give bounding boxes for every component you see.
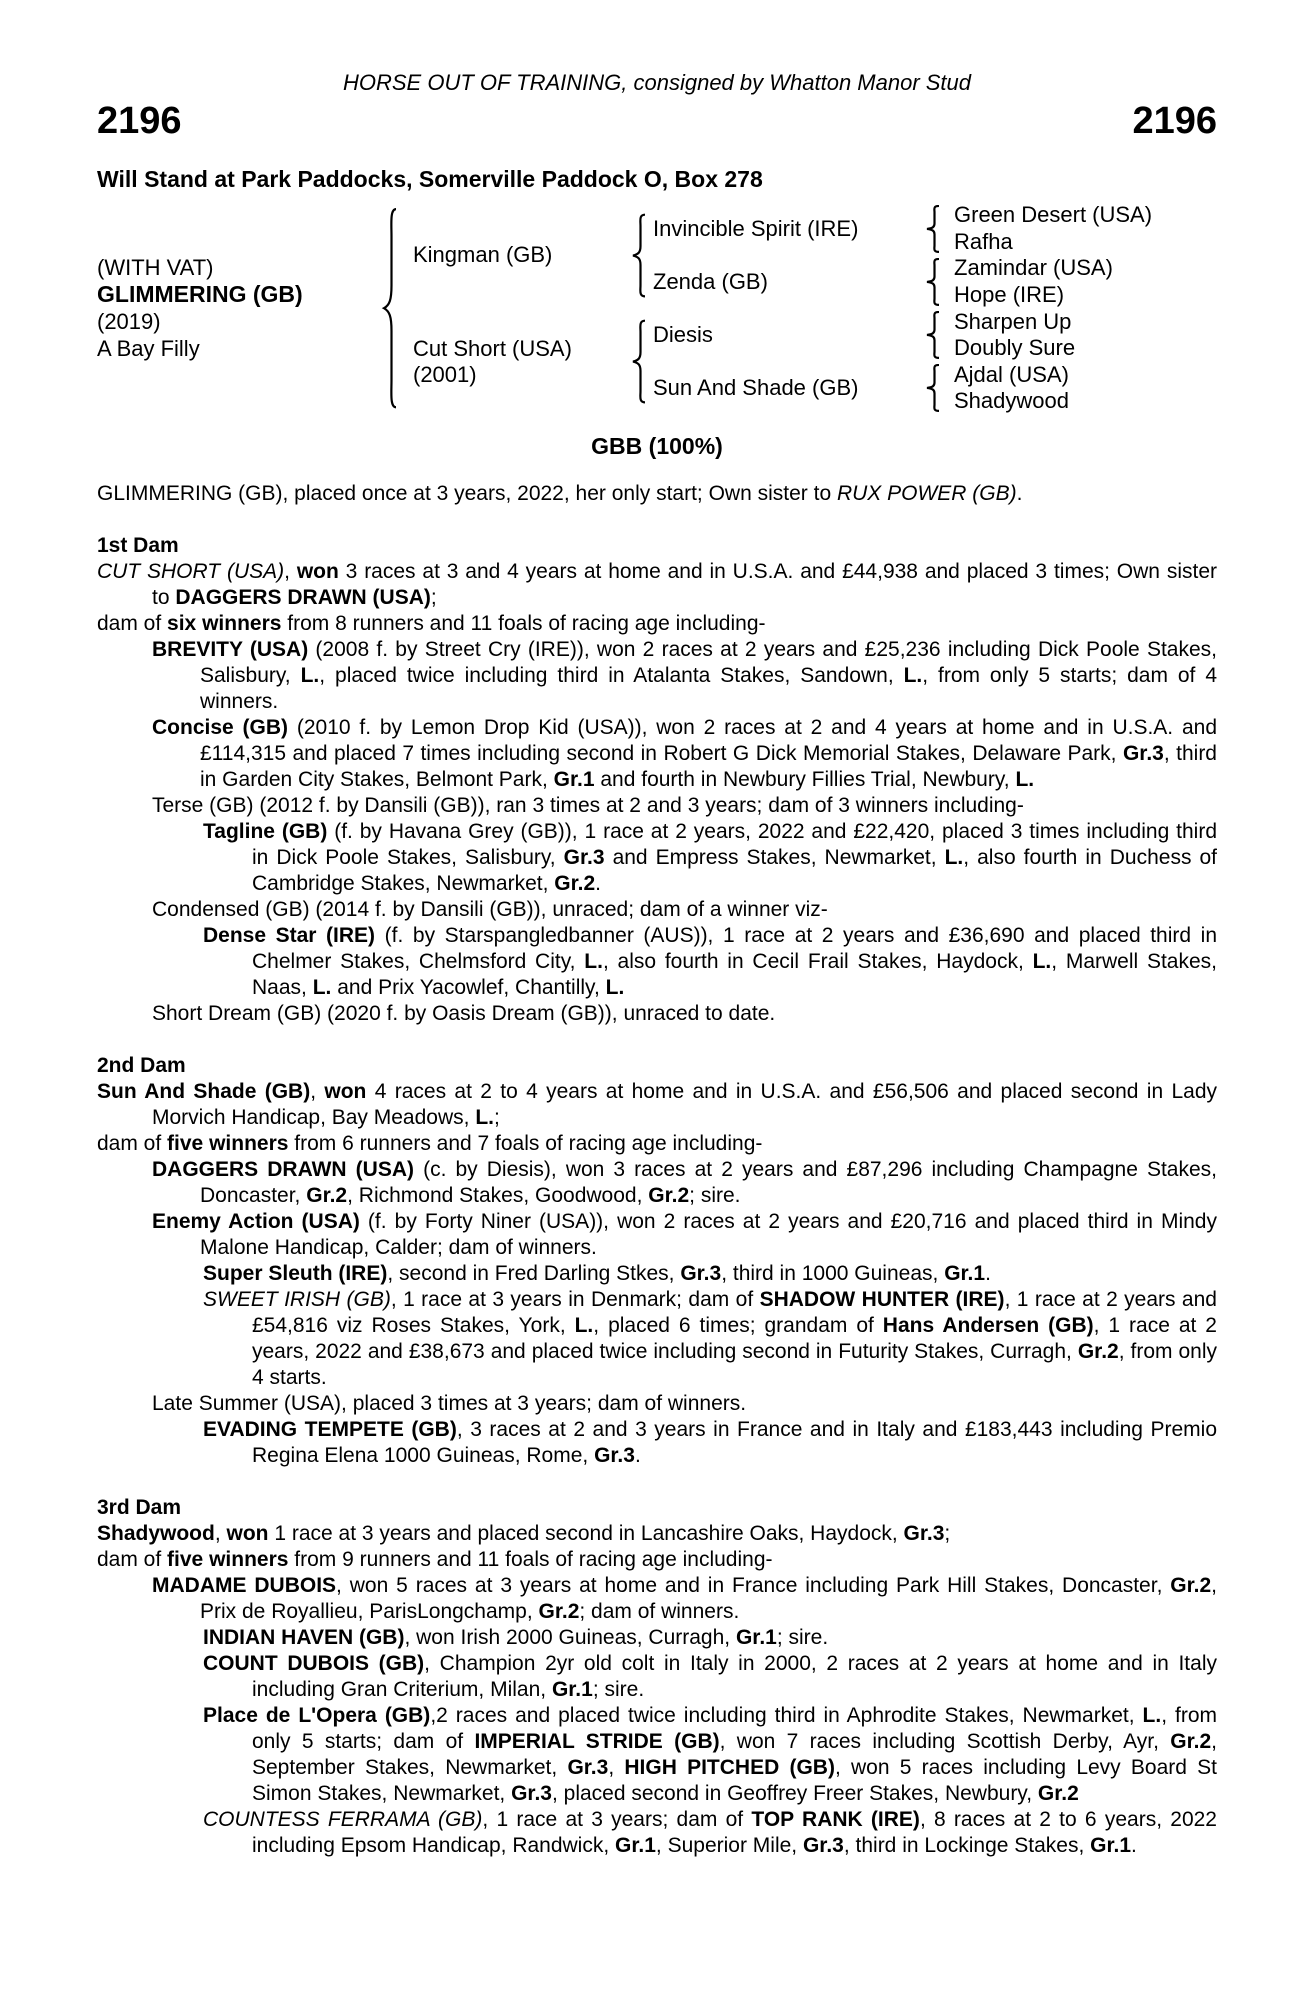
emphasised-text: L. [944, 845, 964, 869]
plain-text: (f. by Forty Niner (USA)), won 2 races at 2 years and £20,716 and placed third in Mindy Malone Handicap, Calder; dam of winners. [200, 1209, 1217, 1259]
plain-text: , 3 races at 2 and 3 years in France and in Italy and £183,443 including Premio Regina Elena 1000 Guineas, Rome, [252, 1417, 1217, 1467]
plain-text: ; sire. [592, 1677, 645, 1701]
catalogue-paragraph [97, 1625, 1217, 1651]
catalogue-paragraph [97, 1157, 1217, 1209]
emphasised-text: Gr.2 [1077, 1339, 1119, 1363]
emphasised-text: L. [1032, 949, 1052, 973]
emphasised-text: TOP RANK (IRE) [751, 1807, 920, 1831]
catalogue-paragraph [97, 923, 1217, 1001]
plain-text: , 1 race at 2 years, 2022 and £38,673 and placed twice including second in Futurity Stakes, Curragh, [252, 1313, 1217, 1363]
plain-text: Condensed (GB) (2014 f. by Dansili (GB)), unraced; dam of a winner viz- [152, 897, 828, 921]
pedigree-brace [375, 202, 405, 415]
dam-heading: 2nd Dam [97, 1053, 186, 1077]
plain-text: , won 5 races at 3 years at home and in France including Park Hill Stakes, Doncaster, [336, 1573, 1171, 1597]
plain-text: ; [944, 1521, 951, 1545]
plain-text: from 6 runners and 7 foals of racing age including- [288, 1131, 763, 1155]
emphasised-text: Gr.1 [553, 767, 595, 791]
plain-text: . [1016, 481, 1023, 505]
plain-text: and Empress Stakes, Newmarket, [604, 845, 945, 869]
plain-text: , also fourth in Cecil Frail Stakes, Haydock, [602, 949, 1033, 973]
catalogue-paragraph [97, 897, 1217, 923]
plain-text: Late Summer (USA), placed 3 times at 3 years; dam of winners. [152, 1391, 747, 1415]
gen4-name: Rafha [954, 228, 1013, 254]
catalogue-paragraph [97, 1417, 1217, 1469]
emphasised-text: Gr.3 [567, 1755, 609, 1779]
plain-text: and fourth in Newbury Fillies Trial, Newbury, [594, 767, 1016, 791]
emphasised-text: L. [574, 1313, 594, 1337]
gen4-name: Sharpen Up [954, 308, 1072, 334]
plain-text: ; sire. [689, 1183, 741, 1207]
plain-text: . [595, 871, 601, 895]
emphasised-text: Gr.1 [1090, 1833, 1132, 1857]
emphasised-text: CUT SHORT (USA) [97, 559, 285, 583]
pedigree-brace [625, 202, 653, 308]
plain-text: , third in 1000 Guineas, [721, 1261, 945, 1285]
gen4-name: Zamindar (USA) [954, 255, 1113, 281]
catalogue-paragraph [97, 1547, 1217, 1573]
emphasised-text: Gr.3 [903, 1521, 945, 1545]
gen4-name: Ajdal (USA) [954, 361, 1069, 387]
emphasised-text: Gr.3 [802, 1833, 844, 1857]
plain-text: , [214, 1521, 227, 1545]
emphasised-text: Gr.3 [680, 1261, 722, 1285]
emphasised-text: L. [1142, 1703, 1162, 1727]
pedigree-table [97, 202, 1217, 415]
emphasised-text: SWEET IRISH (GB) [203, 1287, 391, 1311]
pedigree-brace [625, 308, 653, 414]
gen4-name: Doubly Sure [954, 335, 1076, 361]
plain-text: , Marwell Stakes, Naas, [252, 949, 1217, 999]
emphasised-text: DAGGERS DRAWN (USA) [152, 1157, 414, 1181]
plain-text: , won 7 races including Scottish Derby, Ayr, [719, 1729, 1171, 1753]
catalogue-paragraph [97, 637, 1217, 715]
emphasised-text: Super Sleuth (IRE) [203, 1261, 388, 1285]
catalogue-paragraph [97, 1651, 1217, 1703]
emphasised-text: COUNTESS FERRAMA (GB) [203, 1807, 483, 1831]
pedigree-subject [97, 202, 375, 415]
catalogue-paragraph [97, 1287, 1217, 1391]
catalogue-paragraph [97, 1001, 1217, 1027]
plain-text: , placed second in Geoffrey Freer Stakes, Newbury, [551, 1781, 1038, 1805]
plain-text: , [310, 1079, 325, 1103]
pedigree-brace [918, 362, 948, 415]
plain-text: , Champion 2yr old colt in Italy in 2000, 2 races at 2 years at home and in Italy including Gran Criterium, Milan, [252, 1651, 1217, 1701]
catalogue-paragraph [97, 1261, 1217, 1287]
emphasised-text: Gr.2 [1170, 1573, 1212, 1597]
emphasised-text: Tagline (GB) [203, 819, 328, 843]
emphasised-text: five winners [167, 1547, 289, 1571]
plain-text: , placed 6 times; grandam of [593, 1313, 883, 1337]
emphasised-text: Gr.2 [1170, 1729, 1212, 1753]
plain-text: (c. by Diesis), won 3 races at 2 years and £87,296 including Champagne Stakes, Doncaster, [200, 1157, 1217, 1207]
emphasised-text: Gr.3 [594, 1443, 635, 1467]
emphasised-text: six winners [167, 611, 282, 635]
emphasised-text: Gr.2 [648, 1183, 690, 1207]
emphasised-text: Gr.2 [1037, 1781, 1079, 1805]
plain-text: , Superior Mile, [655, 1833, 803, 1857]
emphasised-text: COUNT DUBOIS (GB) [203, 1651, 425, 1675]
gen4-name: Hope (IRE) [954, 282, 1065, 308]
catalogue-paragraph [97, 819, 1217, 897]
plain-text: ; sire. [776, 1625, 829, 1649]
plain-text: from 8 runners and 11 foals of racing age including- [281, 611, 766, 635]
emphasised-text: IMPERIAL STRIDE (GB) [474, 1729, 720, 1753]
dam-section [97, 1495, 1217, 1859]
plain-text: 1 race at 3 years and placed second in Lancashire Oaks, Haydock, [268, 1521, 904, 1545]
plain-text: , Richmond Stakes, Goodwood, [347, 1183, 649, 1207]
stand-location-line: Will Stand at Park Paddocks, Somerville Paddock O, Box 278 [97, 166, 763, 192]
gen4-name: Green Desert (USA) [954, 202, 1153, 228]
catalogue-paragraph [97, 715, 1217, 793]
plain-text: , [608, 1755, 625, 1779]
subject-name: GLIMMERING (GB) [97, 281, 303, 308]
dam-year: (2001) [413, 361, 477, 387]
emphasised-text: Gr.1 [551, 1677, 593, 1701]
dam-heading: 1st Dam [97, 533, 179, 557]
plain-text: Short Dream (GB) (2020 f. by Oasis Dream (GB)), unraced to date. [152, 1001, 776, 1025]
pedigree-brace [918, 255, 948, 308]
emphasised-text: Gr.1 [735, 1625, 777, 1649]
plain-text: Terse (GB) (2012 f. by Dansili (GB)), ran 3 times at 2 and 3 years; dam of 3 winners including- [152, 793, 1024, 817]
lot-number-row [97, 102, 1217, 140]
emphasised-text: Gr.1 [944, 1261, 986, 1285]
emphasised-text: Gr.1 [615, 1833, 656, 1857]
plain-text: , from only 5 starts; dam of [252, 1703, 1218, 1753]
emphasised-text: L. [1015, 767, 1035, 791]
emphasised-text: five winners [167, 1131, 289, 1155]
plain-text: (2010 f. by Lemon Drop Kid (USA)), won 2 races at 2 and 4 years at home and in U.S.A. and £114,315 and placed 7 times including second in Robert G Dick Memorial Stakes, Delaware Park, [200, 715, 1217, 765]
catalogue-paragraph [97, 1391, 1217, 1417]
catalogue-paragraph [97, 1703, 1217, 1807]
emphasised-text: Gr.3 [563, 845, 605, 869]
plain-text: . [985, 1261, 991, 1285]
gen3-name: Invincible Spirit (IRE) [653, 215, 859, 241]
plain-text: , 8 races at 2 to 6 years, 2022 including Epsom Handicap, Randwick, [252, 1807, 1217, 1857]
plain-text: ; dam of winners. [579, 1599, 740, 1623]
emphasised-text: won [296, 559, 339, 583]
emphasised-text: L. [475, 1105, 494, 1129]
dam-section [97, 1053, 1217, 1469]
catalogue-paragraph [97, 559, 1217, 611]
plain-text: , September Stakes, Newmarket, [252, 1729, 1217, 1779]
plain-text: dam of [97, 1131, 168, 1155]
emphasised-text: Gr.3 [1122, 741, 1164, 765]
dam-heading: 3rd Dam [97, 1495, 182, 1519]
dam-section [97, 533, 1217, 1027]
catalogue-paragraph [97, 1521, 1217, 1547]
consignor-line: HORSE OUT OF TRAINING, consigned by Whatton Manor Stud [342, 70, 972, 95]
emphasised-text: Concise (GB) [152, 715, 289, 739]
dam-section-list [97, 533, 1217, 1859]
plain-text: (f. by Havana Grey (GB)), 1 race at 2 years, 2022 and £22,420, placed 3 times including third in Dick Poole Stakes, Salisbury, [252, 819, 1217, 869]
emphasised-text: Place de L'Opera (GB) [203, 1703, 431, 1727]
emphasised-text: HIGH PITCHED (GB) [624, 1755, 835, 1779]
plain-text: , from only 5 starts; dam of 4 winners. [200, 663, 1217, 713]
lot-number-right: 2196 [1132, 100, 1217, 142]
emphasised-text: won [226, 1521, 269, 1545]
emphasised-text: RUX POWER (GB) [836, 481, 1017, 505]
plain-text: , won 5 races including Levy Board St Simon Stakes, Newmarket, [252, 1755, 1217, 1805]
plain-text: 4 races at 2 to 4 years at home and in U.S.A. and £56,506 and placed second in Lady Morvich Handicap, Bay Meadows, [152, 1079, 1217, 1129]
emphasised-text: L. [300, 663, 320, 687]
emphasised-text: Dense Star (IRE) [203, 923, 376, 947]
plain-text: , second in Fred Darling Stkes, [387, 1261, 681, 1285]
subject-description: A Bay Filly [97, 336, 200, 362]
emphasised-text: Shadywood [97, 1521, 215, 1545]
dam-cell [405, 308, 625, 414]
catalogue-body [97, 481, 1217, 1859]
plain-text: dam of [97, 1547, 168, 1571]
emphasised-text: L. [312, 975, 332, 999]
plain-text: . [634, 1443, 641, 1467]
plain-text: and Prix Yacowlef, Chantilly, [331, 975, 606, 999]
gbb-eligibility-line: GBB (100%) [591, 432, 723, 459]
gen3-name: Diesis [653, 321, 713, 347]
plain-text: , third in Lockinge Stakes, [843, 1833, 1091, 1857]
plain-text: , from only 4 starts. [252, 1339, 1218, 1389]
catalogue-paragraph [97, 1209, 1217, 1261]
catalogue-paragraph [97, 1079, 1217, 1131]
emphasised-text: Sun And Shade (GB) [97, 1079, 311, 1103]
subject-year: (2019) [97, 309, 161, 335]
emphasised-text: won [324, 1079, 367, 1103]
subject-race-record [97, 481, 1217, 507]
emphasised-text: Gr.2 [554, 871, 596, 895]
plain-text: 3 races at 3 and 4 years at home and in U.S.A. and £44,938 and placed 3 times; Own sister to [152, 559, 1218, 609]
plain-text: , placed twice including third in Atalanta Stakes, Sandown, [319, 663, 904, 687]
pedigree-brace [918, 202, 948, 255]
emphasised-text: Gr.3 [511, 1781, 552, 1805]
plain-text: (f. by Starspangledbanner (AUS)), 1 race at 2 years and £36,690 and placed third in Chelmer Stakes, Chelmsford City, [252, 923, 1218, 973]
emphasised-text: SHADOW HUNTER (IRE) [759, 1287, 1005, 1311]
gen3-name: Sun And Shade (GB) [653, 375, 859, 401]
plain-text: , [284, 559, 297, 583]
emphasised-text: Hans Andersen (GB) [882, 1313, 1094, 1337]
plain-text: ,2 races and placed twice including third in Aphrodite Stakes, Newmarket, [430, 1703, 1143, 1727]
plain-text: , 1 race at 3 years in Denmark; dam of [390, 1287, 760, 1311]
plain-text: from 9 runners and 11 foals of racing age including- [288, 1547, 773, 1571]
plain-text: dam of [97, 611, 168, 635]
emphasised-text: Enemy Action (USA) [152, 1209, 360, 1233]
lot-number-left: 2196 [97, 100, 182, 142]
emphasised-text: L. [605, 975, 625, 999]
plain-text: , won Irish 2000 Guineas, Curragh, [404, 1625, 736, 1649]
plain-text: , also fourth in Duchess of Cambridge Stakes, Newmarket, [252, 845, 1217, 895]
catalogue-paragraph [97, 1807, 1217, 1859]
dam-name: Cut Short (USA) [413, 335, 572, 361]
emphasised-text: L. [903, 663, 923, 687]
emphasised-text: DAGGERS DRAWN (USA) [175, 585, 431, 609]
plain-text: ; [430, 585, 437, 609]
emphasised-text: Gr.2 [538, 1599, 580, 1623]
emphasised-text: BREVITY (USA) [152, 637, 309, 661]
plain-text: , 1 race at 2 years and £54,816 viz Roses Stakes, York, [252, 1287, 1217, 1337]
pedigree-brace [918, 308, 948, 361]
emphasised-text: EVADING TEMPETE (GB) [203, 1417, 457, 1441]
catalogue-paragraph [97, 611, 1217, 637]
emphasised-text: L. [584, 949, 603, 973]
gen4-name: Shadywood [954, 388, 1069, 414]
gen3-name: Zenda (GB) [653, 268, 768, 294]
emphasised-text: MADAME DUBOIS [152, 1573, 337, 1597]
plain-text: , 1 race at 3 years; dam of [482, 1807, 752, 1831]
plain-text: (2008 f. by Street Cry (IRE)), won 2 races at 2 years and £25,236 including Dick Poole Stakes, Salisbury, [200, 637, 1217, 687]
catalogue-paragraph [97, 1573, 1217, 1625]
plain-text: , third in Garden City Stakes, Belmont Park, [200, 741, 1217, 791]
plain-text: GLIMMERING (GB), placed once at 3 years, 2022, her only start; Own sister to [97, 481, 837, 505]
sire-name: Kingman (GB) [413, 242, 553, 268]
plain-text: ; [493, 1105, 500, 1129]
emphasised-text: INDIAN HAVEN (GB) [203, 1625, 405, 1649]
plain-text: , Prix de Royallieu, ParisLongchamp, [200, 1573, 1218, 1623]
vat-note: (WITH VAT) [97, 255, 214, 281]
catalogue-paragraph [97, 1131, 1217, 1157]
plain-text: . [1131, 1833, 1137, 1857]
catalogue-paragraph [97, 793, 1217, 819]
emphasised-text: Gr.2 [306, 1183, 348, 1207]
